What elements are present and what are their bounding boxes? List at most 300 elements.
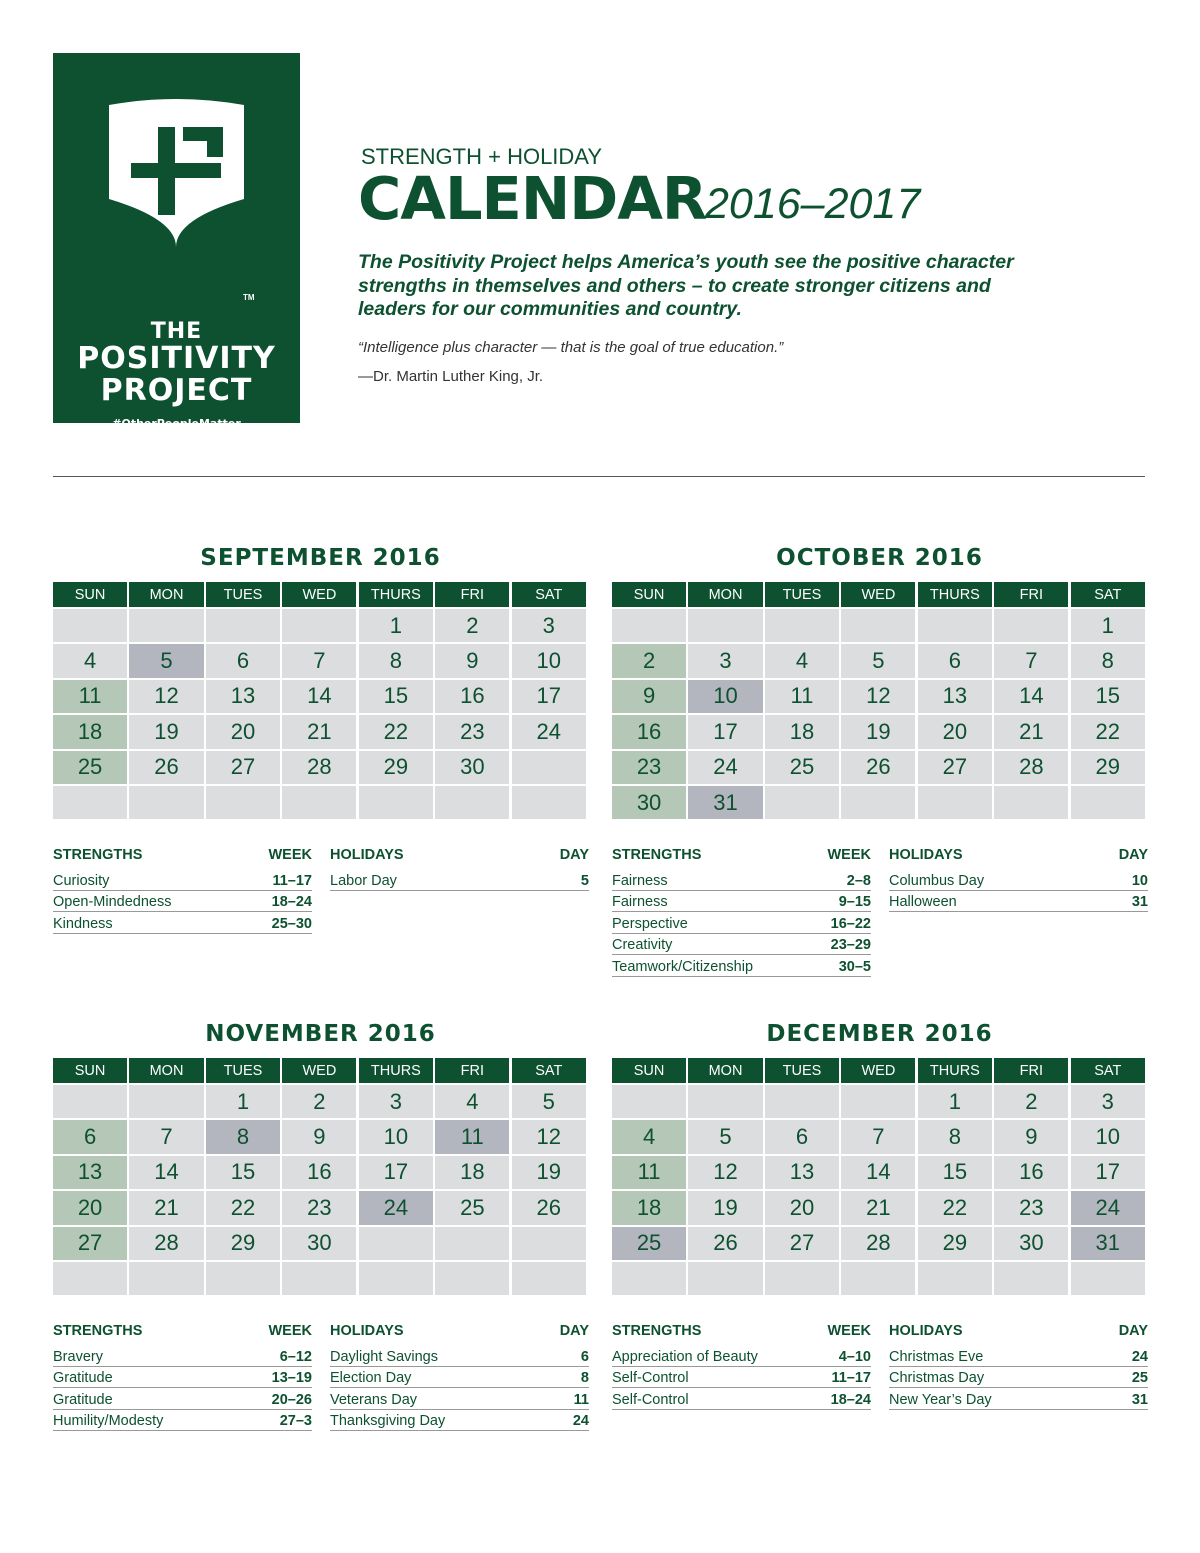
- date-cell: 20: [918, 715, 992, 748]
- strength-week-start-cell: 23: [612, 751, 686, 784]
- date-cell: 8: [918, 1120, 992, 1153]
- month-december: [612, 1021, 1148, 1408]
- strength-week-start-cell: 30: [612, 786, 686, 819]
- date-cell: 24: [512, 715, 586, 748]
- page-subtitle: STRENGTH + HOLIDAY: [361, 144, 603, 169]
- day-header: FRI: [994, 1058, 1068, 1083]
- day-header: SUN: [612, 1058, 686, 1083]
- date-cell: [359, 786, 433, 819]
- date-cell: 9: [435, 644, 509, 677]
- strength-week-start-cell: 11: [612, 1156, 686, 1189]
- date-cell: 14: [841, 1156, 915, 1189]
- date-cell: [765, 609, 839, 642]
- holiday-day: 11: [573, 1391, 589, 1408]
- date-cell: [129, 609, 203, 642]
- date-cell: [129, 1085, 203, 1118]
- strength-week-start-cell: 4: [612, 1120, 686, 1153]
- quote-text: “Intelligence plus character — that is the goal of true education.”: [358, 339, 784, 356]
- strength-week: 9–15: [838, 894, 871, 910]
- holidays-header: [330, 1323, 589, 1345]
- header-divider: [53, 476, 1145, 477]
- date-cell: 21: [994, 715, 1068, 748]
- month-title: DECEMBER 2016: [766, 1021, 993, 1047]
- date-cell: 8: [359, 644, 433, 677]
- day-header: WED: [282, 1058, 356, 1083]
- holiday-day: 5: [580, 872, 589, 889]
- strengths-heading: STRENGTHS: [612, 847, 702, 863]
- holiday-cell: 5: [129, 644, 203, 677]
- date-cell: 23: [994, 1191, 1068, 1224]
- logo-project: PROJECT: [100, 373, 253, 408]
- strength-name: Self-Control: [612, 1391, 689, 1408]
- date-cell: 20: [206, 715, 280, 748]
- strength-row: [612, 955, 871, 977]
- holiday-row: [330, 869, 589, 891]
- date-cell: 8: [1071, 644, 1145, 677]
- holiday-day: 6: [580, 1348, 589, 1365]
- strength-row: [612, 891, 871, 913]
- date-cell: 26: [129, 751, 203, 784]
- day-header: WED: [841, 582, 915, 607]
- strengths-header: [53, 1323, 312, 1345]
- date-cell: [435, 1262, 509, 1295]
- strength-name: Bravery: [53, 1348, 103, 1365]
- date-cell: 20: [765, 1191, 839, 1224]
- date-cell: [612, 1085, 686, 1118]
- date-cell: 16: [435, 680, 509, 713]
- strength-row: [612, 1367, 871, 1389]
- date-cell: 27: [918, 751, 992, 784]
- date-cell: 15: [1071, 680, 1145, 713]
- strength-name: Humility/Modesty: [53, 1413, 164, 1429]
- day-header: SAT: [1071, 582, 1145, 607]
- strength-name: Gratitude: [53, 1391, 113, 1408]
- date-cell: 28: [282, 751, 356, 784]
- date-cell: 26: [688, 1227, 762, 1260]
- holiday-row: [889, 869, 1148, 891]
- day-heading: DAY: [1118, 847, 1148, 863]
- holiday-row: [330, 1367, 589, 1389]
- month-title: NOVEMBER 2016: [205, 1021, 436, 1047]
- day-header: WED: [282, 582, 356, 607]
- day-header: SAT: [512, 582, 586, 607]
- calendar-grid: [612, 1058, 1147, 1297]
- holiday-cell: 10: [688, 680, 762, 713]
- date-cell: [129, 1262, 203, 1295]
- date-cell: 28: [841, 1227, 915, 1260]
- date-cell: [1071, 786, 1145, 819]
- date-cell: 9: [282, 1120, 356, 1153]
- date-cell: 16: [994, 1156, 1068, 1189]
- page-years: 2016–2017: [705, 180, 921, 228]
- date-cell: [612, 1262, 686, 1295]
- holiday-row: [889, 891, 1148, 913]
- holiday-row: [889, 1367, 1148, 1389]
- holidays-header: [889, 1323, 1148, 1345]
- date-cell: [765, 1262, 839, 1295]
- quote-author: —Dr. Martin Luther King, Jr.: [358, 368, 544, 385]
- day-header: TUES: [206, 1058, 280, 1083]
- date-cell: 15: [359, 680, 433, 713]
- strength-name: Teamwork/Citizenship: [612, 958, 754, 975]
- date-cell: 29: [1071, 751, 1145, 784]
- date-cell: 5: [841, 644, 915, 677]
- date-cell: [765, 1085, 839, 1118]
- week-heading: WEEK: [268, 847, 312, 863]
- holiday-name: Veterans Day: [330, 1391, 418, 1408]
- strength-name: Kindness: [53, 915, 113, 932]
- date-cell: 21: [282, 715, 356, 748]
- date-cell: [282, 1262, 356, 1295]
- date-cell: 23: [282, 1191, 356, 1224]
- date-cell: 12: [688, 1156, 762, 1189]
- date-cell: 18: [765, 715, 839, 748]
- date-cell: [53, 1085, 127, 1118]
- strength-name: Gratitude: [53, 1370, 113, 1386]
- date-cell: [918, 786, 992, 819]
- date-cell: [918, 1262, 992, 1295]
- strengths-header: [612, 1323, 871, 1345]
- holidays-heading: HOLIDAYS: [889, 1323, 963, 1339]
- date-cell: 19: [688, 1191, 762, 1224]
- date-cell: 26: [841, 751, 915, 784]
- date-cell: [359, 1262, 433, 1295]
- date-cell: 7: [994, 644, 1068, 677]
- holiday-name: Labor Day: [330, 872, 397, 889]
- holiday-row: [330, 1345, 589, 1367]
- date-cell: [129, 786, 203, 819]
- holiday-cell: 8: [206, 1120, 280, 1153]
- date-cell: 28: [129, 1227, 203, 1260]
- holidays-header: [330, 847, 589, 869]
- day-header: TUES: [765, 582, 839, 607]
- strength-row: [53, 1367, 312, 1389]
- strengths-list: [612, 1323, 871, 1410]
- day-header: THURS: [359, 1058, 433, 1083]
- date-cell: 10: [1071, 1120, 1145, 1153]
- date-cell: 19: [841, 715, 915, 748]
- holiday-cell: 31: [1071, 1227, 1145, 1260]
- positivity-project-logo: [53, 53, 300, 430]
- strength-week: 6–12: [279, 1348, 312, 1365]
- strength-week-start-cell: 25: [53, 751, 127, 784]
- date-cell: 29: [206, 1227, 280, 1260]
- holiday-day: 24: [572, 1413, 589, 1429]
- day-header: FRI: [435, 582, 509, 607]
- strength-week: 4–10: [838, 1348, 871, 1365]
- holiday-cell: 24: [359, 1191, 433, 1224]
- holiday-day: 25: [1131, 1370, 1148, 1386]
- date-cell: 6: [765, 1120, 839, 1153]
- date-cell: 13: [918, 680, 992, 713]
- holidays-list: [330, 847, 589, 891]
- date-cell: 3: [512, 609, 586, 642]
- date-cell: [994, 1262, 1068, 1295]
- date-cell: [512, 1227, 586, 1260]
- date-cell: 2: [282, 1085, 356, 1118]
- strength-week-start-cell: 18: [612, 1191, 686, 1224]
- strength-name: Creativity: [612, 937, 673, 953]
- day-header: MON: [688, 582, 762, 607]
- calendar-grid: [53, 582, 588, 821]
- strength-row: [53, 891, 312, 913]
- date-cell: [765, 786, 839, 819]
- strength-week-start-cell: 9: [612, 680, 686, 713]
- strength-row: [612, 1388, 871, 1410]
- shield-plus-icon: [103, 97, 250, 249]
- month-september: [53, 545, 589, 932]
- month-title: SEPTEMBER 2016: [200, 545, 441, 571]
- date-cell: 22: [918, 1191, 992, 1224]
- strength-name: Perspective: [612, 915, 688, 932]
- month-october: [612, 545, 1148, 975]
- date-cell: [612, 609, 686, 642]
- page-title: CALENDAR: [358, 164, 707, 233]
- strength-week-start-cell: 20: [53, 1191, 127, 1224]
- date-cell: 2: [435, 609, 509, 642]
- strength-week: 16–22: [830, 915, 871, 932]
- date-cell: 2: [994, 1085, 1068, 1118]
- strengths-heading: STRENGTHS: [53, 847, 143, 863]
- strength-name: Self-Control: [612, 1370, 689, 1386]
- logo-hashtag: #OtherPeopleMatter: [112, 417, 241, 430]
- mission-statement: The Positivity Project helps America’s youth see the positive character strengths in themselves and others – to create stronger citizens and leaders for our communities and country.: [358, 251, 1014, 320]
- strength-week-start-cell: 2: [612, 644, 686, 677]
- date-cell: 27: [765, 1227, 839, 1260]
- strengths-header: [612, 847, 871, 869]
- logo-the: THE: [150, 319, 203, 344]
- date-cell: 7: [282, 644, 356, 677]
- date-cell: [53, 786, 127, 819]
- strength-week-start-cell: 16: [612, 715, 686, 748]
- strength-name: Open-Mindedness: [53, 894, 172, 910]
- holidays-list: [330, 1323, 589, 1431]
- week-heading: WEEK: [827, 847, 871, 863]
- date-cell: 3: [1071, 1085, 1145, 1118]
- strengths-heading: STRENGTHS: [612, 1323, 702, 1339]
- date-cell: 29: [918, 1227, 992, 1260]
- date-cell: 1: [359, 609, 433, 642]
- strength-week-start-cell: 27: [53, 1227, 127, 1260]
- strength-row: [53, 912, 312, 934]
- day-header: SUN: [53, 582, 127, 607]
- holiday-name: Christmas Eve: [889, 1348, 984, 1365]
- date-cell: [918, 609, 992, 642]
- calendar-grid: [612, 582, 1147, 821]
- holiday-cell: 25: [612, 1227, 686, 1260]
- date-cell: 12: [841, 680, 915, 713]
- strength-row: [53, 1410, 312, 1432]
- date-cell: 22: [359, 715, 433, 748]
- date-cell: 21: [129, 1191, 203, 1224]
- date-cell: [282, 786, 356, 819]
- week-heading: WEEK: [268, 1323, 312, 1339]
- holiday-cell: 11: [435, 1120, 509, 1153]
- date-cell: [841, 1085, 915, 1118]
- holiday-cell: 31: [688, 786, 762, 819]
- day-header: THURS: [918, 1058, 992, 1083]
- month-title: OCTOBER 2016: [776, 545, 983, 571]
- strength-week: 27–3: [279, 1413, 312, 1429]
- date-cell: 26: [512, 1191, 586, 1224]
- day-heading: DAY: [1118, 1323, 1148, 1339]
- holiday-name: Daylight Savings: [330, 1348, 438, 1365]
- day-header: WED: [841, 1058, 915, 1083]
- date-cell: [994, 609, 1068, 642]
- strength-row: [612, 1345, 871, 1367]
- date-cell: 5: [512, 1085, 586, 1118]
- date-cell: 29: [359, 751, 433, 784]
- strength-week: 20–26: [271, 1391, 312, 1408]
- day-header: THURS: [359, 582, 433, 607]
- holiday-cell: 24: [1071, 1191, 1145, 1224]
- date-cell: 13: [206, 680, 280, 713]
- date-cell: 14: [994, 680, 1068, 713]
- date-cell: 27: [206, 751, 280, 784]
- day-heading: DAY: [559, 847, 589, 863]
- holiday-row: [889, 1345, 1148, 1367]
- date-cell: 25: [765, 751, 839, 784]
- holiday-name: Christmas Day: [889, 1370, 985, 1386]
- strength-week: 13–19: [271, 1370, 312, 1386]
- day-header: THURS: [918, 582, 992, 607]
- strength-name: Curiosity: [53, 872, 110, 889]
- logo-positivity: POSITIVITY: [77, 341, 276, 376]
- date-cell: [841, 786, 915, 819]
- day-header: MON: [688, 1058, 762, 1083]
- holiday-day: 31: [1131, 1391, 1148, 1408]
- trademark-mark: TM: [243, 293, 255, 302]
- date-cell: 13: [765, 1156, 839, 1189]
- strength-week-start-cell: 11: [53, 680, 127, 713]
- date-cell: 4: [53, 644, 127, 677]
- day-header: MON: [129, 1058, 203, 1083]
- date-cell: 5: [688, 1120, 762, 1153]
- date-cell: 14: [282, 680, 356, 713]
- strength-name: Fairness: [612, 872, 668, 889]
- day-header: TUES: [206, 582, 280, 607]
- day-header: SAT: [1071, 1058, 1145, 1083]
- date-cell: [1071, 1262, 1145, 1295]
- holiday-name: New Year’s Day: [889, 1391, 992, 1408]
- date-cell: [435, 1227, 509, 1260]
- holidays-heading: HOLIDAYS: [889, 847, 963, 863]
- date-cell: 12: [129, 680, 203, 713]
- date-cell: [688, 1262, 762, 1295]
- day-header: FRI: [435, 1058, 509, 1083]
- date-cell: 17: [512, 680, 586, 713]
- date-cell: 4: [435, 1085, 509, 1118]
- date-cell: [435, 786, 509, 819]
- holiday-day: 31: [1131, 894, 1148, 910]
- strength-week: 2–8: [846, 872, 871, 889]
- strength-row: [612, 912, 871, 934]
- holidays-list: [889, 1323, 1148, 1410]
- strength-row: [53, 869, 312, 891]
- date-cell: 24: [688, 751, 762, 784]
- date-cell: 11: [765, 680, 839, 713]
- date-cell: 3: [688, 644, 762, 677]
- strength-week: 18–24: [271, 894, 312, 910]
- date-cell: 14: [129, 1156, 203, 1189]
- strength-row: [612, 934, 871, 956]
- strength-week: 11–17: [272, 872, 312, 889]
- day-header: SAT: [512, 1058, 586, 1083]
- date-cell: 19: [129, 715, 203, 748]
- strength-row: [612, 869, 871, 891]
- strength-name: Appreciation of Beauty: [612, 1348, 758, 1365]
- date-cell: [841, 609, 915, 642]
- strengths-list: [612, 847, 871, 977]
- date-cell: 19: [512, 1156, 586, 1189]
- date-cell: [53, 1262, 127, 1295]
- date-cell: [994, 786, 1068, 819]
- date-cell: 22: [1071, 715, 1145, 748]
- holiday-name: Election Day: [330, 1370, 412, 1386]
- strength-week: 23–29: [830, 937, 871, 953]
- date-cell: 18: [435, 1156, 509, 1189]
- date-cell: [512, 1262, 586, 1295]
- date-cell: 16: [282, 1156, 356, 1189]
- holiday-row: [330, 1388, 589, 1410]
- date-cell: [512, 751, 586, 784]
- day-header: FRI: [994, 582, 1068, 607]
- holidays-heading: HOLIDAYS: [330, 1323, 404, 1339]
- date-cell: 15: [918, 1156, 992, 1189]
- date-cell: 12: [512, 1120, 586, 1153]
- strength-week: 18–24: [830, 1391, 871, 1408]
- strength-week: 30–5: [838, 958, 871, 975]
- date-cell: [512, 786, 586, 819]
- date-cell: 25: [435, 1191, 509, 1224]
- date-cell: 7: [841, 1120, 915, 1153]
- holiday-row: [330, 1410, 589, 1432]
- date-cell: 1: [206, 1085, 280, 1118]
- strengths-heading: STRENGTHS: [53, 1323, 143, 1339]
- date-cell: [841, 1262, 915, 1295]
- date-cell: 10: [512, 644, 586, 677]
- holiday-day: 24: [1131, 1348, 1148, 1365]
- day-header: SUN: [612, 582, 686, 607]
- strength-week-start-cell: 13: [53, 1156, 127, 1189]
- date-cell: 30: [994, 1227, 1068, 1260]
- date-cell: [206, 786, 280, 819]
- date-cell: 3: [359, 1085, 433, 1118]
- date-cell: 10: [359, 1120, 433, 1153]
- date-cell: 1: [1071, 609, 1145, 642]
- strength-week: 11–17: [831, 1370, 871, 1386]
- week-heading: WEEK: [827, 1323, 871, 1339]
- date-cell: [688, 609, 762, 642]
- strength-name: Fairness: [612, 894, 668, 910]
- date-cell: [688, 1085, 762, 1118]
- strength-week-start-cell: 18: [53, 715, 127, 748]
- date-cell: 17: [688, 715, 762, 748]
- day-heading: DAY: [559, 1323, 589, 1339]
- date-cell: 1: [918, 1085, 992, 1118]
- date-cell: 30: [282, 1227, 356, 1260]
- date-cell: 4: [765, 644, 839, 677]
- date-cell: [53, 609, 127, 642]
- date-cell: 21: [841, 1191, 915, 1224]
- date-cell: 28: [994, 751, 1068, 784]
- date-cell: 9: [994, 1120, 1068, 1153]
- strength-row: [53, 1345, 312, 1367]
- date-cell: 15: [206, 1156, 280, 1189]
- day-header: TUES: [765, 1058, 839, 1083]
- date-cell: 17: [359, 1156, 433, 1189]
- strength-week: 25–30: [271, 915, 312, 932]
